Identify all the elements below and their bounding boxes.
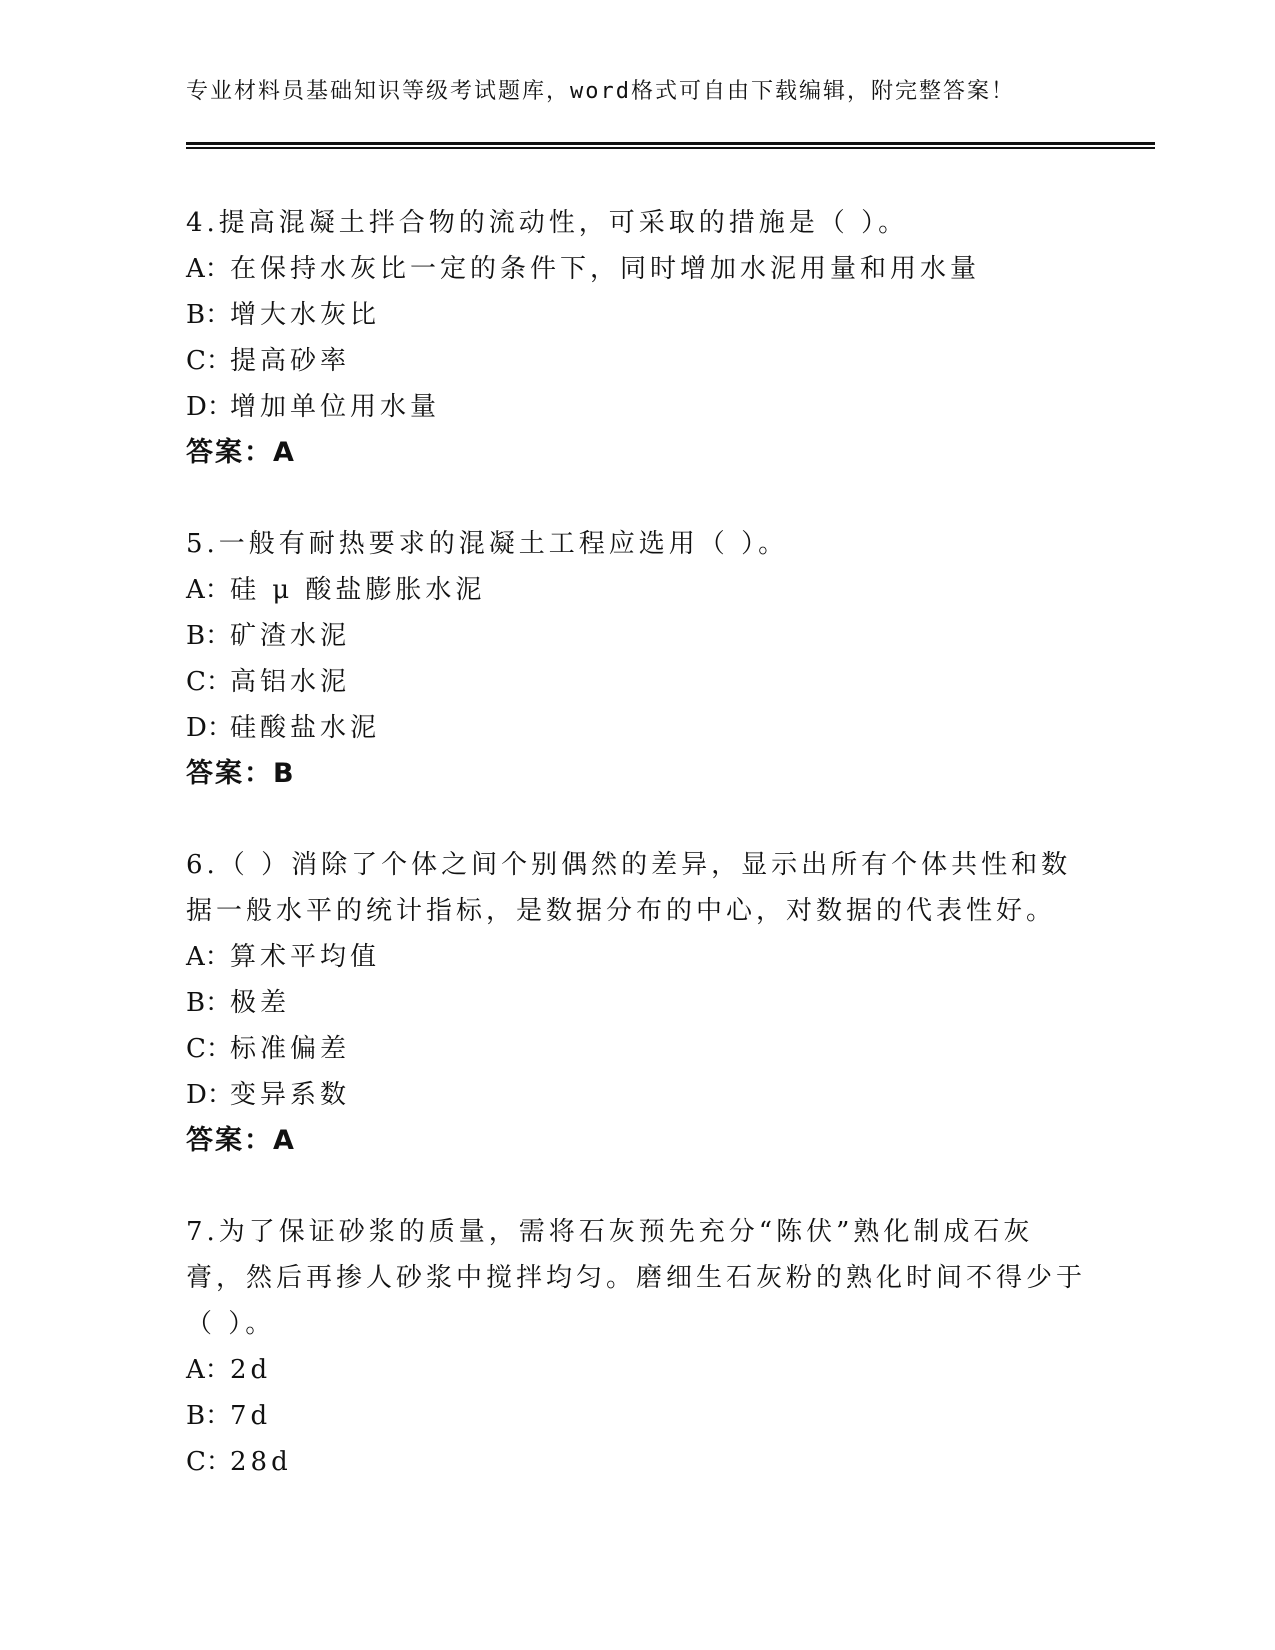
option-letter: A： xyxy=(186,254,231,284)
option-b xyxy=(186,980,1086,1026)
question-6 xyxy=(186,842,1086,1164)
option-text: 在保持水灰比一定的条件下，同时增加水泥用量和用水量 xyxy=(230,254,981,284)
option-a xyxy=(186,567,1086,613)
question-4 xyxy=(186,200,1086,476)
question-stem: 5.一般有耐热要求的混凝土工程应选用（ ）。 xyxy=(186,529,789,559)
page-header: 专业材料员基础知识等级考试题库，word格式可自由下载编辑，附完整答案！ xyxy=(186,79,1015,104)
question-list xyxy=(186,200,1086,1530)
question-stem: 4.提高混凝土拌合物的流动性，可采取的措施是（ ）。 xyxy=(186,208,909,238)
option-d xyxy=(186,1072,1086,1118)
option-text: 算术平均值 xyxy=(230,942,381,972)
option-letter: C： xyxy=(186,667,232,697)
option-c xyxy=(186,338,1086,384)
option-c xyxy=(186,1026,1086,1072)
option-text: 硅 μ 酸盐膨胀水泥 xyxy=(230,575,486,605)
option-c xyxy=(186,659,1086,705)
option-letter: B： xyxy=(186,300,232,330)
option-letter: B： xyxy=(186,1401,232,1431)
question-7 xyxy=(186,1209,1086,1485)
option-text: 提高砂率 xyxy=(230,346,351,376)
option-letter: A： xyxy=(186,942,231,972)
answer-line: 答案：B xyxy=(186,758,296,789)
answer-line: 答案：A xyxy=(186,437,296,468)
option-d xyxy=(186,384,1086,430)
option-text: 矿渣水泥 xyxy=(230,621,351,651)
option-d xyxy=(186,705,1086,751)
option-b xyxy=(186,1393,1086,1439)
option-letter: A： xyxy=(186,575,231,605)
question-5 xyxy=(186,521,1086,797)
option-a xyxy=(186,934,1086,980)
option-text: 增大水灰比 xyxy=(230,300,381,330)
header-divider xyxy=(186,142,1155,149)
question-stem: 6.（ ）消除了个体之间个别偶然的差异，显示出所有个体共性和数据一般水平的统计指标，是数据分布的中心，对数据的代表性好。 xyxy=(186,850,1072,926)
option-text: 硅酸盐水泥 xyxy=(230,713,381,743)
option-c xyxy=(186,1439,1086,1485)
option-letter: C： xyxy=(186,1447,232,1477)
option-letter: B： xyxy=(186,988,232,1018)
option-b xyxy=(186,292,1086,338)
option-text: 增加单位用水量 xyxy=(230,392,441,422)
option-b xyxy=(186,613,1086,659)
option-text: 7d xyxy=(230,1401,272,1431)
option-text: 变异系数 xyxy=(230,1080,351,1110)
question-stem: 7.为了保证砂浆的质量，需将石灰预先充分“陈伏”熟化制成石灰膏，然后再掺人砂浆中搅拌均匀。磨细生石灰粉的熟化时间不得少于（ ）。 xyxy=(186,1217,1087,1339)
option-text: 2d xyxy=(230,1355,272,1385)
option-letter: D： xyxy=(186,713,233,743)
option-text: 28d xyxy=(230,1447,292,1477)
option-text: 高铝水泥 xyxy=(230,667,351,697)
option-letter: C： xyxy=(186,346,232,376)
option-a xyxy=(186,1347,1086,1393)
option-letter: B： xyxy=(186,621,232,651)
option-letter: D： xyxy=(186,1080,233,1110)
option-a xyxy=(186,246,1086,292)
answer-line: 答案：A xyxy=(186,1125,296,1156)
option-letter: D： xyxy=(186,392,233,422)
option-text: 标准偏差 xyxy=(230,1034,351,1064)
option-text: 极差 xyxy=(230,988,291,1018)
option-letter: A： xyxy=(186,1355,231,1385)
option-letter: C： xyxy=(186,1034,232,1064)
